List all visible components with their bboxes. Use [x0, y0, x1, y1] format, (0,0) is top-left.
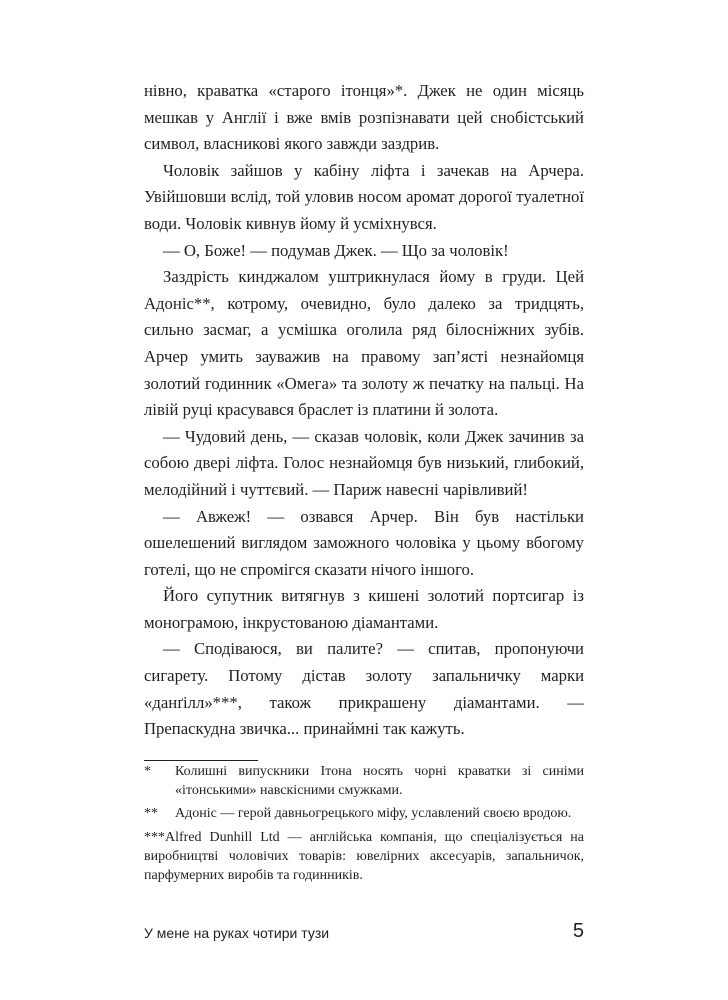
paragraph: Його супутник витягнув з кишені золотий портсигар із монограмою, інкрустованою діамантами. [144, 586, 584, 632]
footnote-mark: ** [144, 806, 158, 822]
footnote-divider [144, 760, 258, 761]
footnote-text: Alfred Dunhill Ltd — англійська компанія, що спеціалізується на виробництві чоловічих товарів: ювелірних аксесуарів, запальничок, парфумерних виробів та годинників. [144, 829, 584, 884]
footnote-mark: *** [144, 829, 165, 845]
footnotes [144, 762, 584, 889]
paragraph: — Сподіваюся, ви палите? — спитав, пропонуючи сигарету. Потому дістав золоту запальничку марки «данґілл»***, також прикрашену діамантами. — Препаскудна звичка... принаймні так кажуть. [144, 639, 584, 739]
paragraph: — О, Боже! — подумав Джек. — Що за чоловік! [163, 240, 509, 260]
footnote [144, 762, 584, 800]
footnote [144, 828, 584, 886]
page-number: 5 [572, 920, 584, 942]
running-title: У мене на руках чотири тузи [144, 925, 330, 941]
footnote [144, 804, 584, 823]
paragraph: Заздрість кинджалом уштрикнулася йому в груди. Цей Адоніс**, котрому, очевидно, було далеко за тридцять, сильно засмаг, а усмішка оголила ряд білосніжних зубів. Арчер умить зауважив на правому зап’ясті незнайомця золотий годинник «Омега» та золоту ж печатку на пальці. На лівій руці красувався браслет із платини й золота. [144, 267, 584, 420]
footnote-text: Колишні випускники Ітона носять чорні краватки зі синіми «ітонськими» навскісними смужками. [175, 764, 584, 799]
main-text [144, 78, 584, 743]
paragraph: нівно, краватка «старого ітонця»*. Джек не один місяць мешкав у Англії і вже вмів розпізнавати цей снобістський символ, власникові якого завжди заздрив. [144, 81, 584, 154]
paragraph: — Авжеж! — озвався Арчер. Він був настільки ошелешений виглядом заможного чоловіка у цьому вбогому готелі, що не спромігся сказати нічого іншого. [144, 506, 584, 579]
footnote-text: Адоніс — герой давньогрецького міфу, уславлений своєю вродою. [175, 806, 572, 822]
paragraph: — Чудовий день, — сказав чоловік, коли Джек зачинив за собою двері ліфта. Голос незнайомця був низький, глибокий, мелодійний і чуттєвий. — Париж навесні чарівливий! [144, 426, 584, 499]
paragraph: Чоловік зайшов у кабіну ліфта і зачекав на Арчера. Увійшовши вслід, той уловив носом аромат дорогої туалетної води. Чоловік кивнув йому й усміхнувся. [144, 160, 584, 233]
footnote-mark: * [144, 764, 151, 779]
